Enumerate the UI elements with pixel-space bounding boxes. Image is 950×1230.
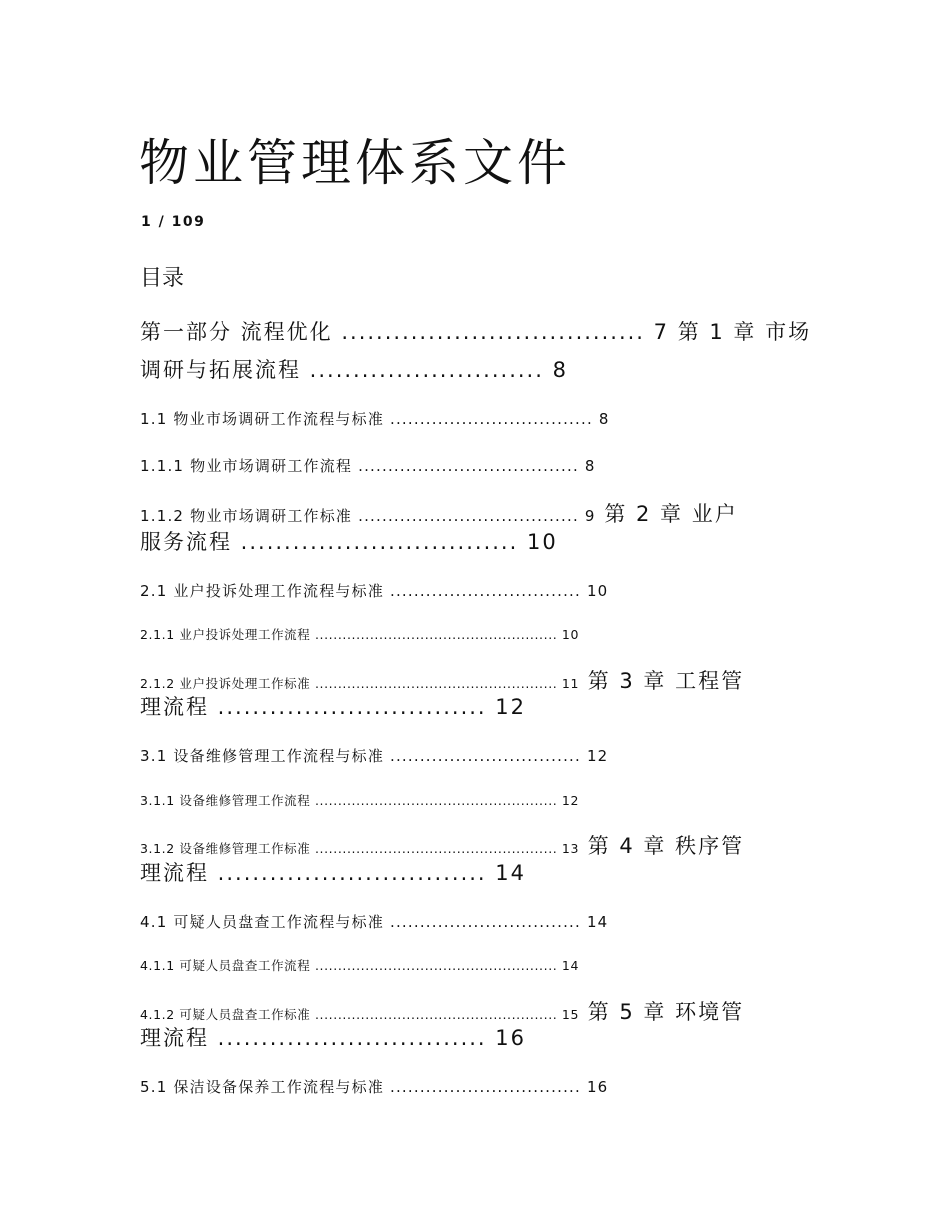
toc-line: 2.1 业户投诉处理工作流程与标准 ................................ 10: [140, 582, 609, 600]
toc-line: 3.1.1 设备维修管理工作流程 ..................................................... 12: [140, 793, 580, 808]
toc-line-head: 2.1.2 业户投诉处理工作标准 ..................................................... 11: [140, 676, 580, 691]
toc-line: 1.1.1 物业市场调研工作流程 ..................................... 8: [140, 457, 596, 475]
toc-line: 理流程 ............................... 16: [140, 1026, 527, 1050]
toc-chapter-heading: 第 4 章 秩序管: [579, 834, 745, 858]
toc-heading: 目录: [140, 266, 185, 291]
page-indicator: 1 / 109: [141, 214, 206, 230]
toc-line: 5.1 保洁设备保养工作流程与标准 ................................ 16: [140, 1078, 609, 1096]
toc-line: 4.1 可疑人员盘查工作流程与标准 ................................ 14: [140, 913, 609, 931]
toc-line-head: 1.1.2 物业市场调研工作标准 ..................................... 9: [140, 507, 596, 525]
toc-line: 3.1 设备维修管理工作流程与标准 ................................ 12: [140, 747, 609, 765]
toc-line: 理流程 ............................... 12: [140, 695, 527, 719]
toc-line: 第一部分 流程优化 ................................... 7 第 1 章 市场: [140, 320, 812, 344]
toc-line: [140, 830, 744, 860]
toc-line: 4.1.1 可疑人员盘查工作流程 ..................................................... 14: [140, 958, 580, 973]
toc-chapter-heading: 第 3 章 工程管: [579, 669, 745, 693]
toc-line: 服务流程 ................................ 10: [140, 530, 558, 554]
document-title: 物业管理体系文件: [139, 134, 571, 192]
toc-line: 1.1 物业市场调研工作流程与标准 .................................. 8: [140, 410, 610, 428]
toc-line: 2.1.1 业户投诉处理工作流程 ..................................................... 10: [140, 627, 580, 642]
toc-line: [140, 498, 738, 528]
toc-line: 调研与拓展流程 ........................... 8: [140, 358, 568, 382]
toc-line-head: 4.1.2 可疑人员盘查工作标准 ..................................................... 15: [140, 1007, 580, 1022]
toc-chapter-heading: 第 5 章 环境管: [579, 1000, 745, 1024]
toc-line: 理流程 ............................... 14: [140, 861, 527, 885]
toc-chapter-heading: 第 2 章 业户: [595, 502, 738, 526]
toc-line-head: 3.1.2 设备维修管理工作标准 ..................................................... 13: [140, 841, 580, 856]
